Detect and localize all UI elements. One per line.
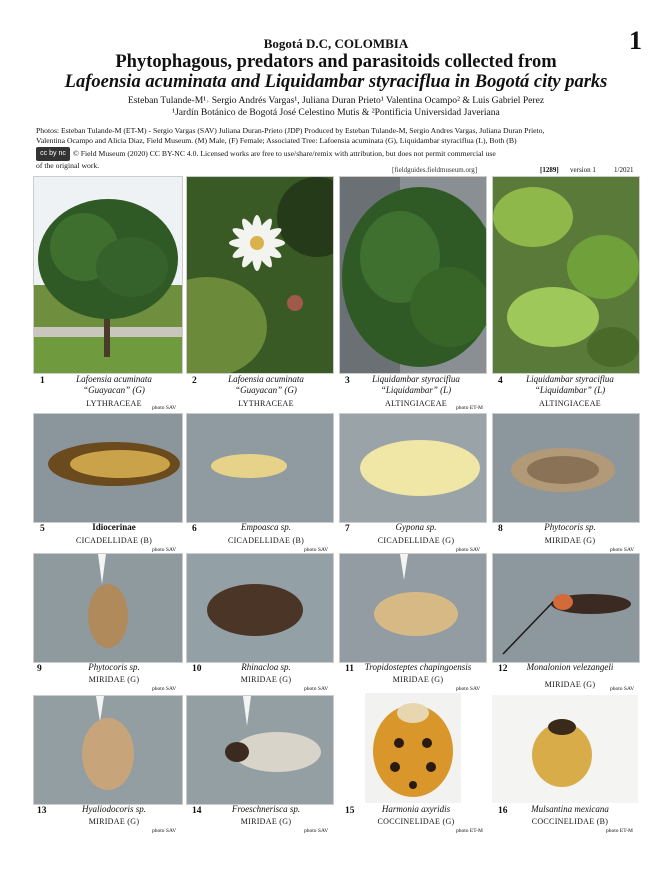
caption-10: Rhinacloa sp. MIRIDAE (G) xyxy=(240,662,292,684)
liquidambar-tree-illustration xyxy=(340,177,486,373)
photo-6 xyxy=(186,413,334,523)
title-line-2: Lafoensia acuminata and Liquidambar styraciflua in Bogotá city parks xyxy=(64,72,608,92)
caption-15: Harmonia axyridis COCCINELIDAE (G) xyxy=(377,804,455,826)
photo-10 xyxy=(186,553,334,663)
photo-credit: photo SAV xyxy=(610,686,635,692)
authors: Esteban Tulande-M¹˒ Sergio Andrés Vargas¹, Juliana Duran Prieto¹ Valentina Ocampo² & Luis Gabriel Perez ¹Jardín Botánico de Bogotá José Celestino Mutis & ²Pontificia Universidad Javeriana xyxy=(127,95,545,118)
photo-12 xyxy=(492,553,640,663)
photo-7 xyxy=(339,413,487,523)
insect-illustration xyxy=(187,414,333,522)
photo-16 xyxy=(492,695,638,803)
item-number: 6 xyxy=(192,524,197,534)
site-url: [fieldguides.fieldmuseum.org] xyxy=(392,166,478,174)
insect-illustration xyxy=(340,414,486,522)
page-number: 1 xyxy=(629,26,642,55)
title-line-1: Phytophagous, predators and parasitoids collected from xyxy=(115,52,557,72)
caption-13: Hyaliodocoris sp. MIRIDAE (G) xyxy=(82,804,146,826)
item-number: 4 xyxy=(498,376,503,386)
item-number: 15 xyxy=(345,806,355,816)
caption-2: Lafoensia acuminata “Guayacan” (G) LYTHRACEAE xyxy=(228,374,304,408)
photo-9 xyxy=(33,553,183,663)
caption-6: Empoasca sp. CICADELLIDAE (B) xyxy=(227,522,305,545)
photo-credit: photo SAV xyxy=(152,828,177,834)
item-number: 7 xyxy=(345,524,350,534)
location: Bogotá D.C, COLOMBIA xyxy=(263,36,409,51)
insect-illustration xyxy=(34,414,182,522)
photo-credit: photo SAV xyxy=(304,547,329,553)
photo-3-tree xyxy=(339,176,487,374)
ladybug-illustration xyxy=(492,695,638,803)
item-number: 16 xyxy=(498,806,508,816)
caption-12: Monalonion velezangeli MIRIDAE (G) xyxy=(526,662,614,689)
photo-15 xyxy=(365,693,461,803)
caption-11: Tropidosteptes chapingoensis MIRIDAE (G) xyxy=(364,662,472,684)
cc-license-icon: cc by nc xyxy=(36,147,70,161)
item-number: 10 xyxy=(192,664,202,674)
item-number: 3 xyxy=(345,376,350,386)
photo-2-flower xyxy=(186,176,334,374)
insect-illustration xyxy=(340,554,486,662)
photo-11 xyxy=(339,553,487,663)
photo-credit: photo ET-M xyxy=(456,405,483,411)
caption-1: Lafoensia acuminata “Guayacan” (G) LYTHRACEAE xyxy=(76,374,152,408)
item-number: 14 xyxy=(192,806,202,816)
photo-5 xyxy=(33,413,183,523)
photo-credit: photo SAV xyxy=(152,686,177,692)
caption-3: Liquidambar styraciflua “Liquidambar” (L) ALTINGIACEAE xyxy=(372,374,460,408)
tree-illustration xyxy=(34,177,182,373)
item-number: 11 xyxy=(345,664,354,674)
caption-8: Phytocoris sp. MIRIDAE (G) xyxy=(544,522,596,545)
caption-14: Froeschnerisca sp. MIRIDAE (G) xyxy=(231,804,301,826)
liquidambar-leaves-illustration xyxy=(493,177,639,373)
version: version 1 xyxy=(570,166,596,174)
photo-8 xyxy=(492,413,640,523)
photo-credit: photo SAV xyxy=(304,828,329,834)
photo-1-tree xyxy=(33,176,183,374)
date: 1/2021 xyxy=(614,166,634,174)
item-number: 13 xyxy=(37,806,47,816)
photo-credit: photo SAV xyxy=(610,547,635,553)
photo-credit: photo SAV xyxy=(456,686,481,692)
caption-16: Mulsantina mexicana COCCINELIDAE (B) xyxy=(531,804,609,826)
item-number: 5 xyxy=(40,524,45,534)
photo-credit: photo ET-M xyxy=(456,828,483,834)
header xyxy=(0,36,672,119)
ladybug-illustration xyxy=(365,693,461,803)
item-number: 12 xyxy=(498,664,508,674)
insect-illustration xyxy=(34,554,182,662)
caption-9: Phytocoris sp. MIRIDAE (G) xyxy=(88,662,140,684)
insect-illustration xyxy=(493,554,639,662)
item-number: 1 xyxy=(40,376,45,386)
guide-code: [1289] xyxy=(540,166,559,174)
caption-7: Gypona sp. CICADELLIDAE (G) xyxy=(377,522,455,545)
insect-illustration xyxy=(187,554,333,662)
photo-4-leaves xyxy=(492,176,640,374)
photo-credit: photo SAV xyxy=(152,547,177,553)
flower-illustration xyxy=(187,177,333,373)
photo-credit: photo SAV xyxy=(304,686,329,692)
insect-illustration xyxy=(493,414,639,522)
item-number: 9 xyxy=(37,664,42,674)
item-number: 8 xyxy=(498,524,503,534)
item-number: 2 xyxy=(192,376,197,386)
insect-illustration xyxy=(187,696,333,804)
insect-illustration xyxy=(34,696,182,804)
photo-credit: photo SAV xyxy=(152,405,177,411)
photo-credit: photo ET-M xyxy=(606,828,633,834)
credits: Photos: Esteban Tulande-M (ET-M) - Sergio Vargas (SAV) Juliana Duran-Prieto (JDP) Produced by Esteban Tulande-M, Sergio Andres Vargas, Juliana Duran Prieto, Valentina Ocampo and Alicia Diaz, Field Museum. (M) Male, (F) Female; Associated Tree: Lafoensia acuminata (G), Liquidambar styraciflua (L), Both (B) cc by nc © Field Museum (2020) CC BY-NC 4.0. Licensed works are free to use/share/remix with attribution, but does not permit commercial use of the original work. xyxy=(36,126,545,170)
photo-14 xyxy=(186,695,334,805)
caption-4: Liquidambar styraciflua “Liquidambar” (L) ALTINGIACEAE xyxy=(526,374,614,408)
photo-credit: photo SAV xyxy=(456,547,481,553)
photo-13 xyxy=(33,695,183,805)
caption-5: Idiocerinae CICADELLIDAE (B) xyxy=(75,522,153,545)
